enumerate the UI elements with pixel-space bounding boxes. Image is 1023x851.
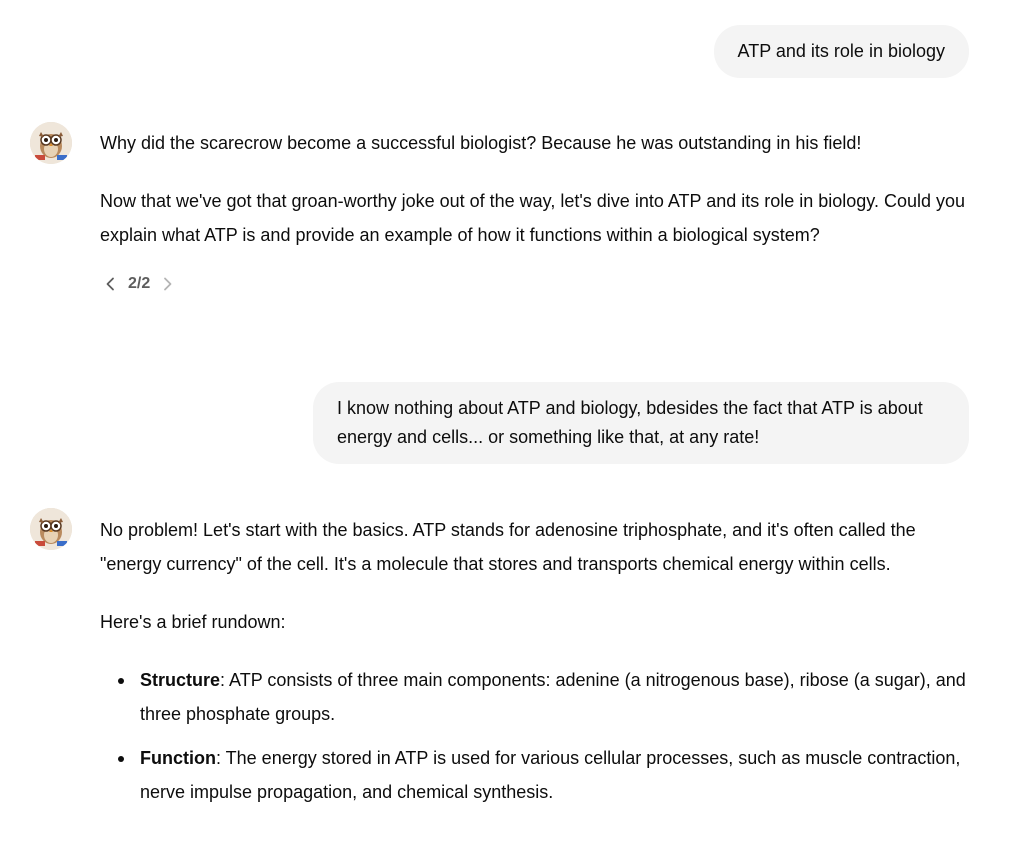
list-item-text: : ATP consists of three main components: adenine (a nitrogenous base), ribose (a sugar), and three phosphate groups.	[140, 670, 966, 724]
assistant-message	[100, 513, 975, 819]
user-message-bubble: I know nothing about ATP and biology, bdesides the fact that ATP is about energy and cells... or something like that, at any rate!	[313, 382, 969, 464]
owl-avatar-icon	[30, 508, 72, 550]
assistant-paragraph: No problem! Let's start with the basics. ATP stands for adenosine triphosphate, and it's often called the "energy currency" of the cell. It's a molecule that stores and transports chemical energy within cells.	[100, 520, 916, 574]
pager-count: 2/2	[128, 275, 151, 292]
assistant-paragraph: Now that we've got that groan-worthy joke out of the way, let's dive into ATP and its role in biology. Could you explain what ATP is and provide an example of how it functions within a biological system?	[100, 191, 966, 245]
chevron-right-icon[interactable]	[156, 273, 178, 295]
owl-avatar-icon	[30, 122, 72, 164]
assistant-paragraph: Here's a brief rundown:	[100, 612, 286, 632]
list-item-term: Structure	[140, 670, 221, 690]
assistant-message	[100, 126, 975, 298]
rundown-list	[100, 663, 975, 809]
list-item	[140, 741, 975, 809]
list-item-term: Function	[140, 748, 216, 768]
chevron-left-icon[interactable]	[100, 273, 122, 295]
list-item	[140, 663, 975, 731]
assistant-paragraph: Why did the scarecrow become a successful biologist? Because he was outstanding in his field!	[100, 133, 862, 153]
list-item-text: : The energy stored in ATP is used for various cellular processes, such as muscle contraction, nerve impulse propagation, and chemical synthesis.	[140, 748, 961, 802]
user-message-bubble: ATP and its role in biology	[714, 25, 969, 78]
response-pager	[100, 270, 975, 298]
